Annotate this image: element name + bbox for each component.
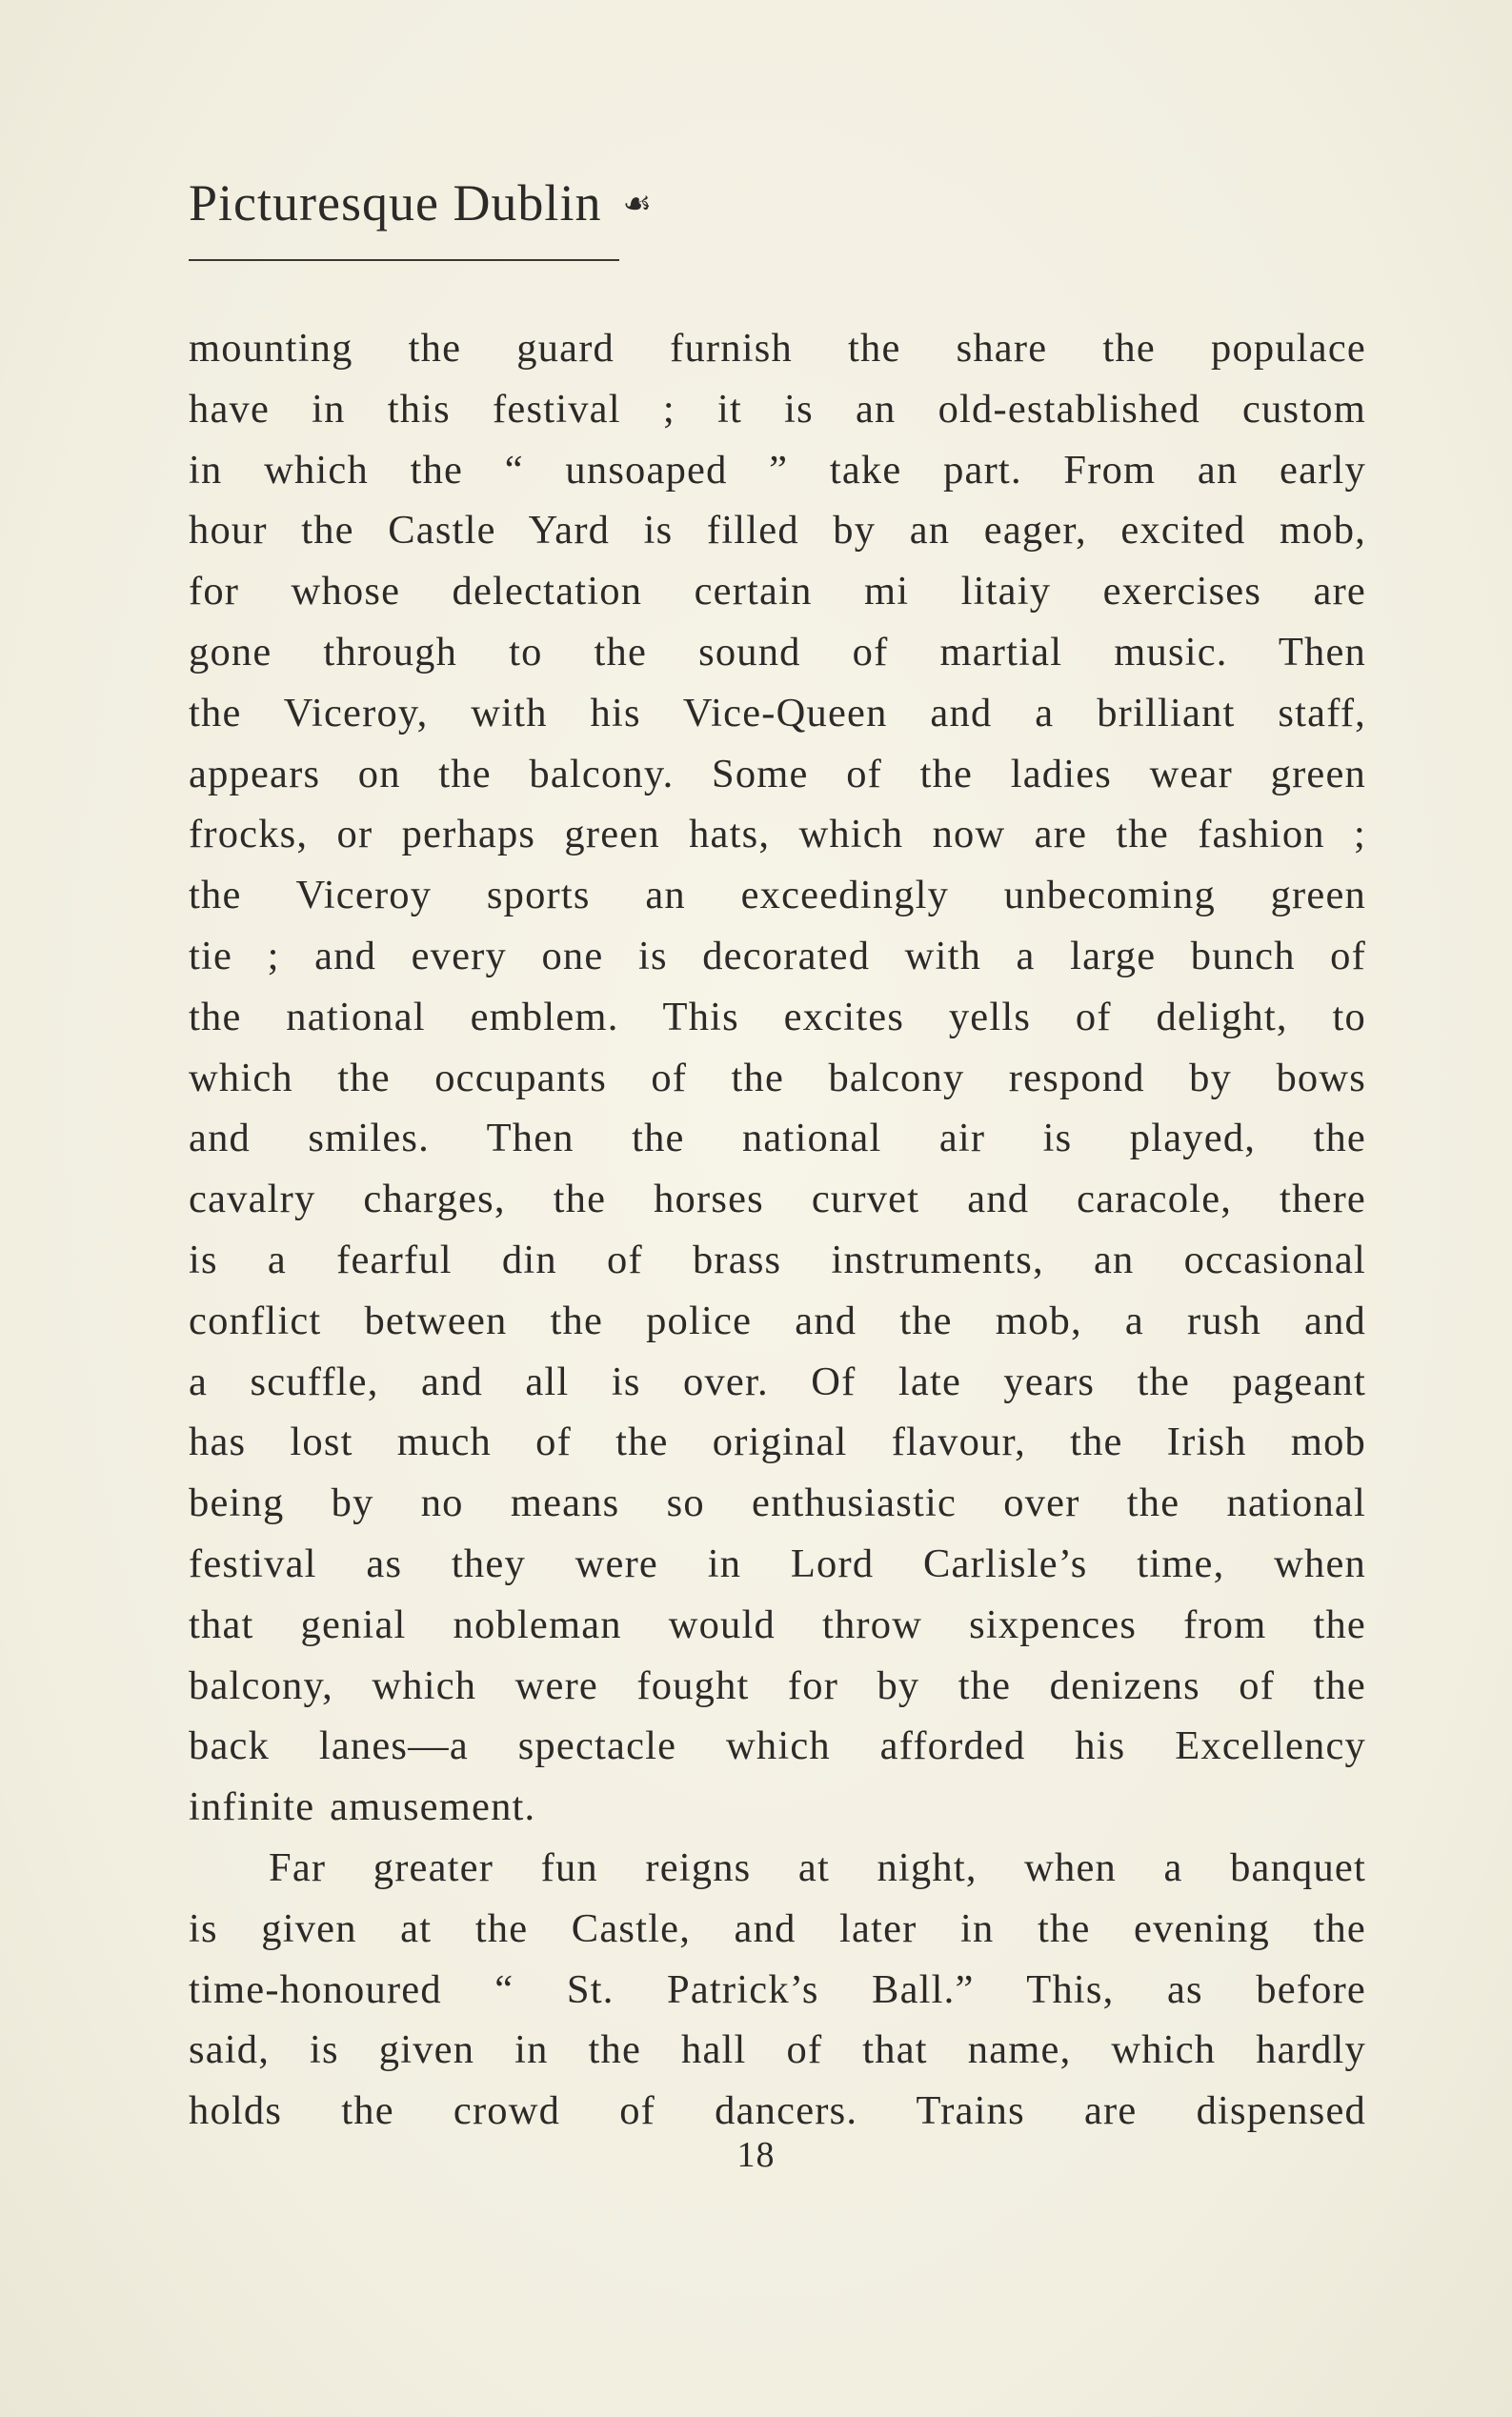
text-line: holds the crowd of dancers. Trains are dispensed <box>189 2088 1366 2134</box>
text-line: infinite amusement. <box>189 1784 536 1830</box>
text-line: frocks, or perhaps green hats, which now are the fashion ; <box>189 812 1366 857</box>
text-line: conflict between the police and the mob, a rush and <box>189 1298 1366 1343</box>
text-line: a scuffle, and all is over. Of late years the pageant <box>189 1359 1366 1404</box>
text-line: for whose delectation certain mi litaiy exercises are <box>189 569 1366 614</box>
text-line: tie ; and every one is decorated with a large bunch of <box>189 933 1366 978</box>
running-head-title: Picturesque Dublin <box>189 174 602 232</box>
text-line: have in this festival ; it is an old-established custom <box>189 386 1366 432</box>
text-line: hour the Castle Yard is filled by an eager, excited mob, <box>189 508 1366 554</box>
text-line: is a fearful din of brass instruments, an occasional <box>189 1237 1366 1282</box>
page-number: 18 <box>736 2135 776 2175</box>
text-line: in which the “ unsoaped ” take part. From an early <box>189 447 1366 493</box>
text-line: and smiles. Then the national air is played, the <box>189 1116 1366 1161</box>
text-line: which the occupants of the balcony respond by bows <box>189 1055 1366 1100</box>
text-line: said, is given in the hall of that name, which hardly <box>189 2027 1366 2073</box>
text-line: balcony, which were fought for by the denizens of the <box>189 1662 1366 1708</box>
text-line: gone through to the sound of martial music. Then <box>189 629 1366 675</box>
running-head <box>189 174 653 232</box>
text-line: that genial nobleman would throw sixpences from the <box>189 1601 1366 1647</box>
text-line: the Viceroy sports an exceedingly unbecoming green <box>189 873 1366 918</box>
text-line: has lost much of the original flavour, the Irish mob <box>189 1420 1366 1465</box>
text-line: appears on the balcony. Some of the ladies wear green <box>189 751 1366 796</box>
text-line: the Viceroy, with his Vice-Queen and a brilliant staff, <box>189 690 1366 735</box>
body-text <box>189 318 1366 2142</box>
text-line: festival as they were in Lord Carlisle’s time, when <box>189 1541 1366 1586</box>
text-line: the national emblem. This excites yells of delight, to <box>189 994 1366 1039</box>
text-line: time-honoured “ St. Patrick’s Ball.” This, as before <box>189 1966 1366 2012</box>
leaf-ornament-icon: ☙ <box>622 186 653 222</box>
text-line: is given at the Castle, and later in the evening the <box>189 1905 1366 1951</box>
text-line: cavalry charges, the horses curvet and caracole, there <box>189 1177 1366 1222</box>
text-line: mounting the guard furnish the share the populace <box>189 326 1366 371</box>
header-rule <box>189 259 619 261</box>
text-line: back lanes—a spectacle which afforded his Excellency <box>189 1723 1366 1769</box>
text-line: Far greater fun reigns at night, when a banquet <box>269 1844 1366 1890</box>
text-line: being by no means so enthusiastic over the national <box>189 1480 1366 1526</box>
